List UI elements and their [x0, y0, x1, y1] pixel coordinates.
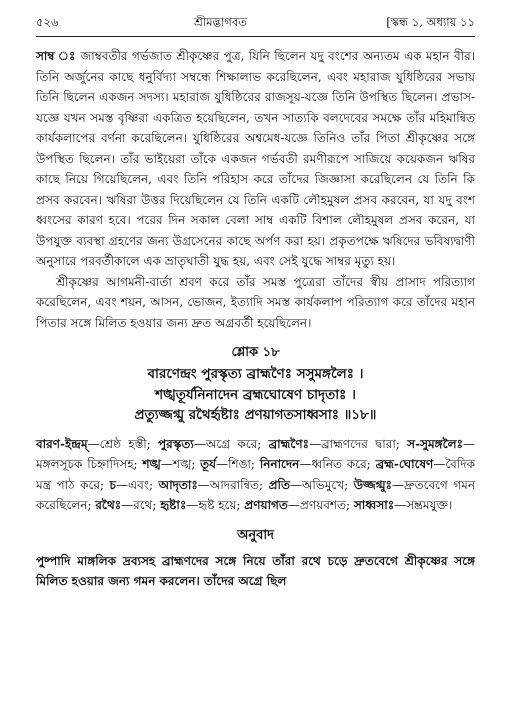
header-divider	[36, 36, 475, 37]
synonym-meaning: —রথে;	[121, 498, 161, 512]
synonym-term: বারণ-ইন্দ্রম্	[36, 436, 88, 451]
synonym-term: নিনাদেন	[259, 457, 300, 471]
synonym-meaning: —শ্রেষ্ঠ হস্তী;	[87, 436, 159, 451]
synonym-meaning: —সম্ভ্রমযুক্ত।	[394, 498, 453, 512]
synonym-term: রথৈঃ	[95, 498, 122, 512]
chapter-reference: [স্কন্ধ ১, অধ্যায় ১১	[386, 14, 475, 29]
page-number: ৫২৬	[36, 14, 59, 29]
verse-line: প্রত্যুজ্জগ্মু রথৈর্হৃষ্টাঃ প্রণয়াগতসাধ্বসাঃ ॥১৮॥	[134, 407, 377, 423]
synonym-term: সাধ্বসাঃ	[353, 498, 395, 512]
synonym-meaning: —বৈদিক মন্ত্র পাঠ করে;	[36, 457, 475, 492]
synonym-meaning: —ব্রাহ্মণদের দ্বারা;	[309, 436, 408, 451]
verse-line: বারণেন্দ্রং পুরস্কৃত্য ব্রাহ্মণৈঃ সসুমঙ্গলৈঃ ।	[147, 366, 364, 382]
synonym-term: স-সুমঙ্গলৈঃ	[407, 436, 463, 451]
synonym-term: হৃষ্টাঃ	[160, 498, 187, 512]
synonym-term: তূর্য	[200, 457, 217, 471]
page-header	[36, 10, 475, 36]
synonym-meaning: —অভিমুখে;	[289, 477, 354, 492]
synonym-term: উজ্জগ্মুঃ	[353, 477, 393, 492]
synonyms-paragraph	[36, 434, 475, 516]
synonym-term: আদৃতাঃ	[158, 477, 198, 492]
purport-paragraph-1	[36, 46, 475, 272]
purport-paragraph-2: শ্রীকৃষ্ণের আগমনী-বার্তা শ্রবণ করে তাঁর সমস্ত পুত্রেরা তাঁদের স্বীয় প্রাসাদ পরিত্যাগ করেছিলেন, এবং শয়ন, আসন, ভোজন, ইত্যাদি সমস্ত কার্যকলাপ পরিত্যাগ করে তাঁদের মহান পিতার সঙ্গে মিলিত হওয়ার জন্য দ্রুত অগ্রবর্তী হয়েছিলেন।	[36, 274, 475, 330]
verse-line: শঙ্খতূর্যনিনাদেন ব্রহ্মঘোষেণ চাদৃতাঃ ।	[155, 386, 356, 403]
purport-label: সাম্ব ঃ	[36, 49, 77, 63]
synonym-meaning: —শঙ্খ;	[160, 457, 201, 471]
purport-text-1: জাম্ববতীর গর্ভজাত শ্রীকৃষ্ণের পুত্র, যিনি ছিলেন যদু বংশের অন্যতম এক মহান বীর। তিনি অর্জুনের কাছে ধনুর্বিদ্যা সম্বন্ধে শিক্ষালাভ করেছিলেন, এবং মহারাজ যুধিষ্ঠিরের সভায় তিনি ছিলেন একজন সদস্য। মহারাজ যুধিষ্ঠিরের রাজসূয়-যজ্ঞে তিনি উপস্থিত ছিলেন। প্রভাস-যজ্ঞে যখন সমস্ত বৃষ্ণিরা একত্রিত হয়েছিলেন, তখন সাত্যকি বলদেবের সমক্ষে তাঁর মহিমান্বিত কার্যকলাপের বর্ণনা করেছিলেন। যুধিষ্ঠিরের অশ্বমেধ-যজ্ঞে তিনিও তাঁর পিতা শ্রীকৃষ্ণের সঙ্গে উপস্থিত ছিলেন। তাঁর ভাইয়েরা তাঁকে একজন গর্ভবতী রমণীরূপে সাজিয়ে কয়েকজন ঋষির কাছে নিয়ে গিয়েছিলেন, এবং তিনি পরিহাস করে তাঁদের জিজ্ঞাসা করেছিলেন যে তিনি কি প্রসব করবেন। ঋষিরা উত্তর দিয়েছিলেন যে তিনি একটি লৌহমুষল প্রসব করবেন, যা যদু বংশ ধ্বংসের কারণ হবে। পরের দিন সকাল বেলা সাম্ব একটি বিশাল লৌহমুষল প্রসব করেন, যা উপযুক্ত ব্যবস্থা গ্রহণের জন্য উগ্রসেনের কাছে অর্পণ করা হয়। প্রকৃতপক্ষে ঋষিদের ভবিষ্যদ্বাণী অনুসারে পরবর্তীকালে এক ভ্রাতৃঘাতী যুদ্ধ হয়, এবং সেই যুদ্ধে সাম্বর মৃত্যু হয়।	[36, 49, 475, 268]
synonym-term: ব্রাহ্মণৈঃ	[268, 436, 310, 451]
synonym-term: পুরস্কৃত্য	[158, 436, 194, 451]
synonym-meaning: —অগ্রে করে;	[193, 436, 269, 451]
synonym-meaning: —এবং;	[116, 477, 159, 492]
synonym-meaning: —ধ্বনিত করে;	[299, 457, 376, 471]
synonym-meaning: —শিঙা;	[216, 457, 260, 471]
synonym-term: ব্রহ্ম-ঘোষেণ	[375, 457, 434, 471]
synonym-term: শঙ্খ	[142, 457, 161, 471]
synonym-meaning: —প্রণয়বশত;	[287, 498, 354, 512]
verse-title: শ্লোক ১৮	[231, 345, 280, 360]
synonym-meaning: —হৃষ্ট হয়ে;	[186, 498, 245, 512]
page-content	[36, 46, 475, 592]
translation-text: পুষ্পাদি মাঙ্গলিক দ্রব্যসহ ব্রাহ্মণদের সঙ্গে নিয়ে তাঁরা রথে চড়ে দ্রুতবেগে শ্রীকৃষ্ণের সঙ্গে মিলিত হওয়ার জন্য গমন করলেন। তাঁদের অগ্রে ছিল	[36, 553, 475, 588]
translation-block	[36, 551, 475, 592]
synonym-meaning: —দ্রুতবেগে গমন করেছিলেন;	[36, 477, 475, 512]
synonym-term: প্রতি	[268, 477, 290, 492]
synonym-term: প্রণয়াগত	[244, 498, 288, 512]
synonym-meaning: —মঙ্গলসূচক চিহ্নাদিসহ;	[36, 436, 475, 471]
synonym-term: চ	[109, 477, 117, 492]
book-title: শ্রীমদ্ভাগবত	[194, 14, 247, 29]
translation-title: অনুবাদ	[237, 527, 274, 543]
synonym-meaning: —আদরান্বিত;	[197, 477, 269, 492]
